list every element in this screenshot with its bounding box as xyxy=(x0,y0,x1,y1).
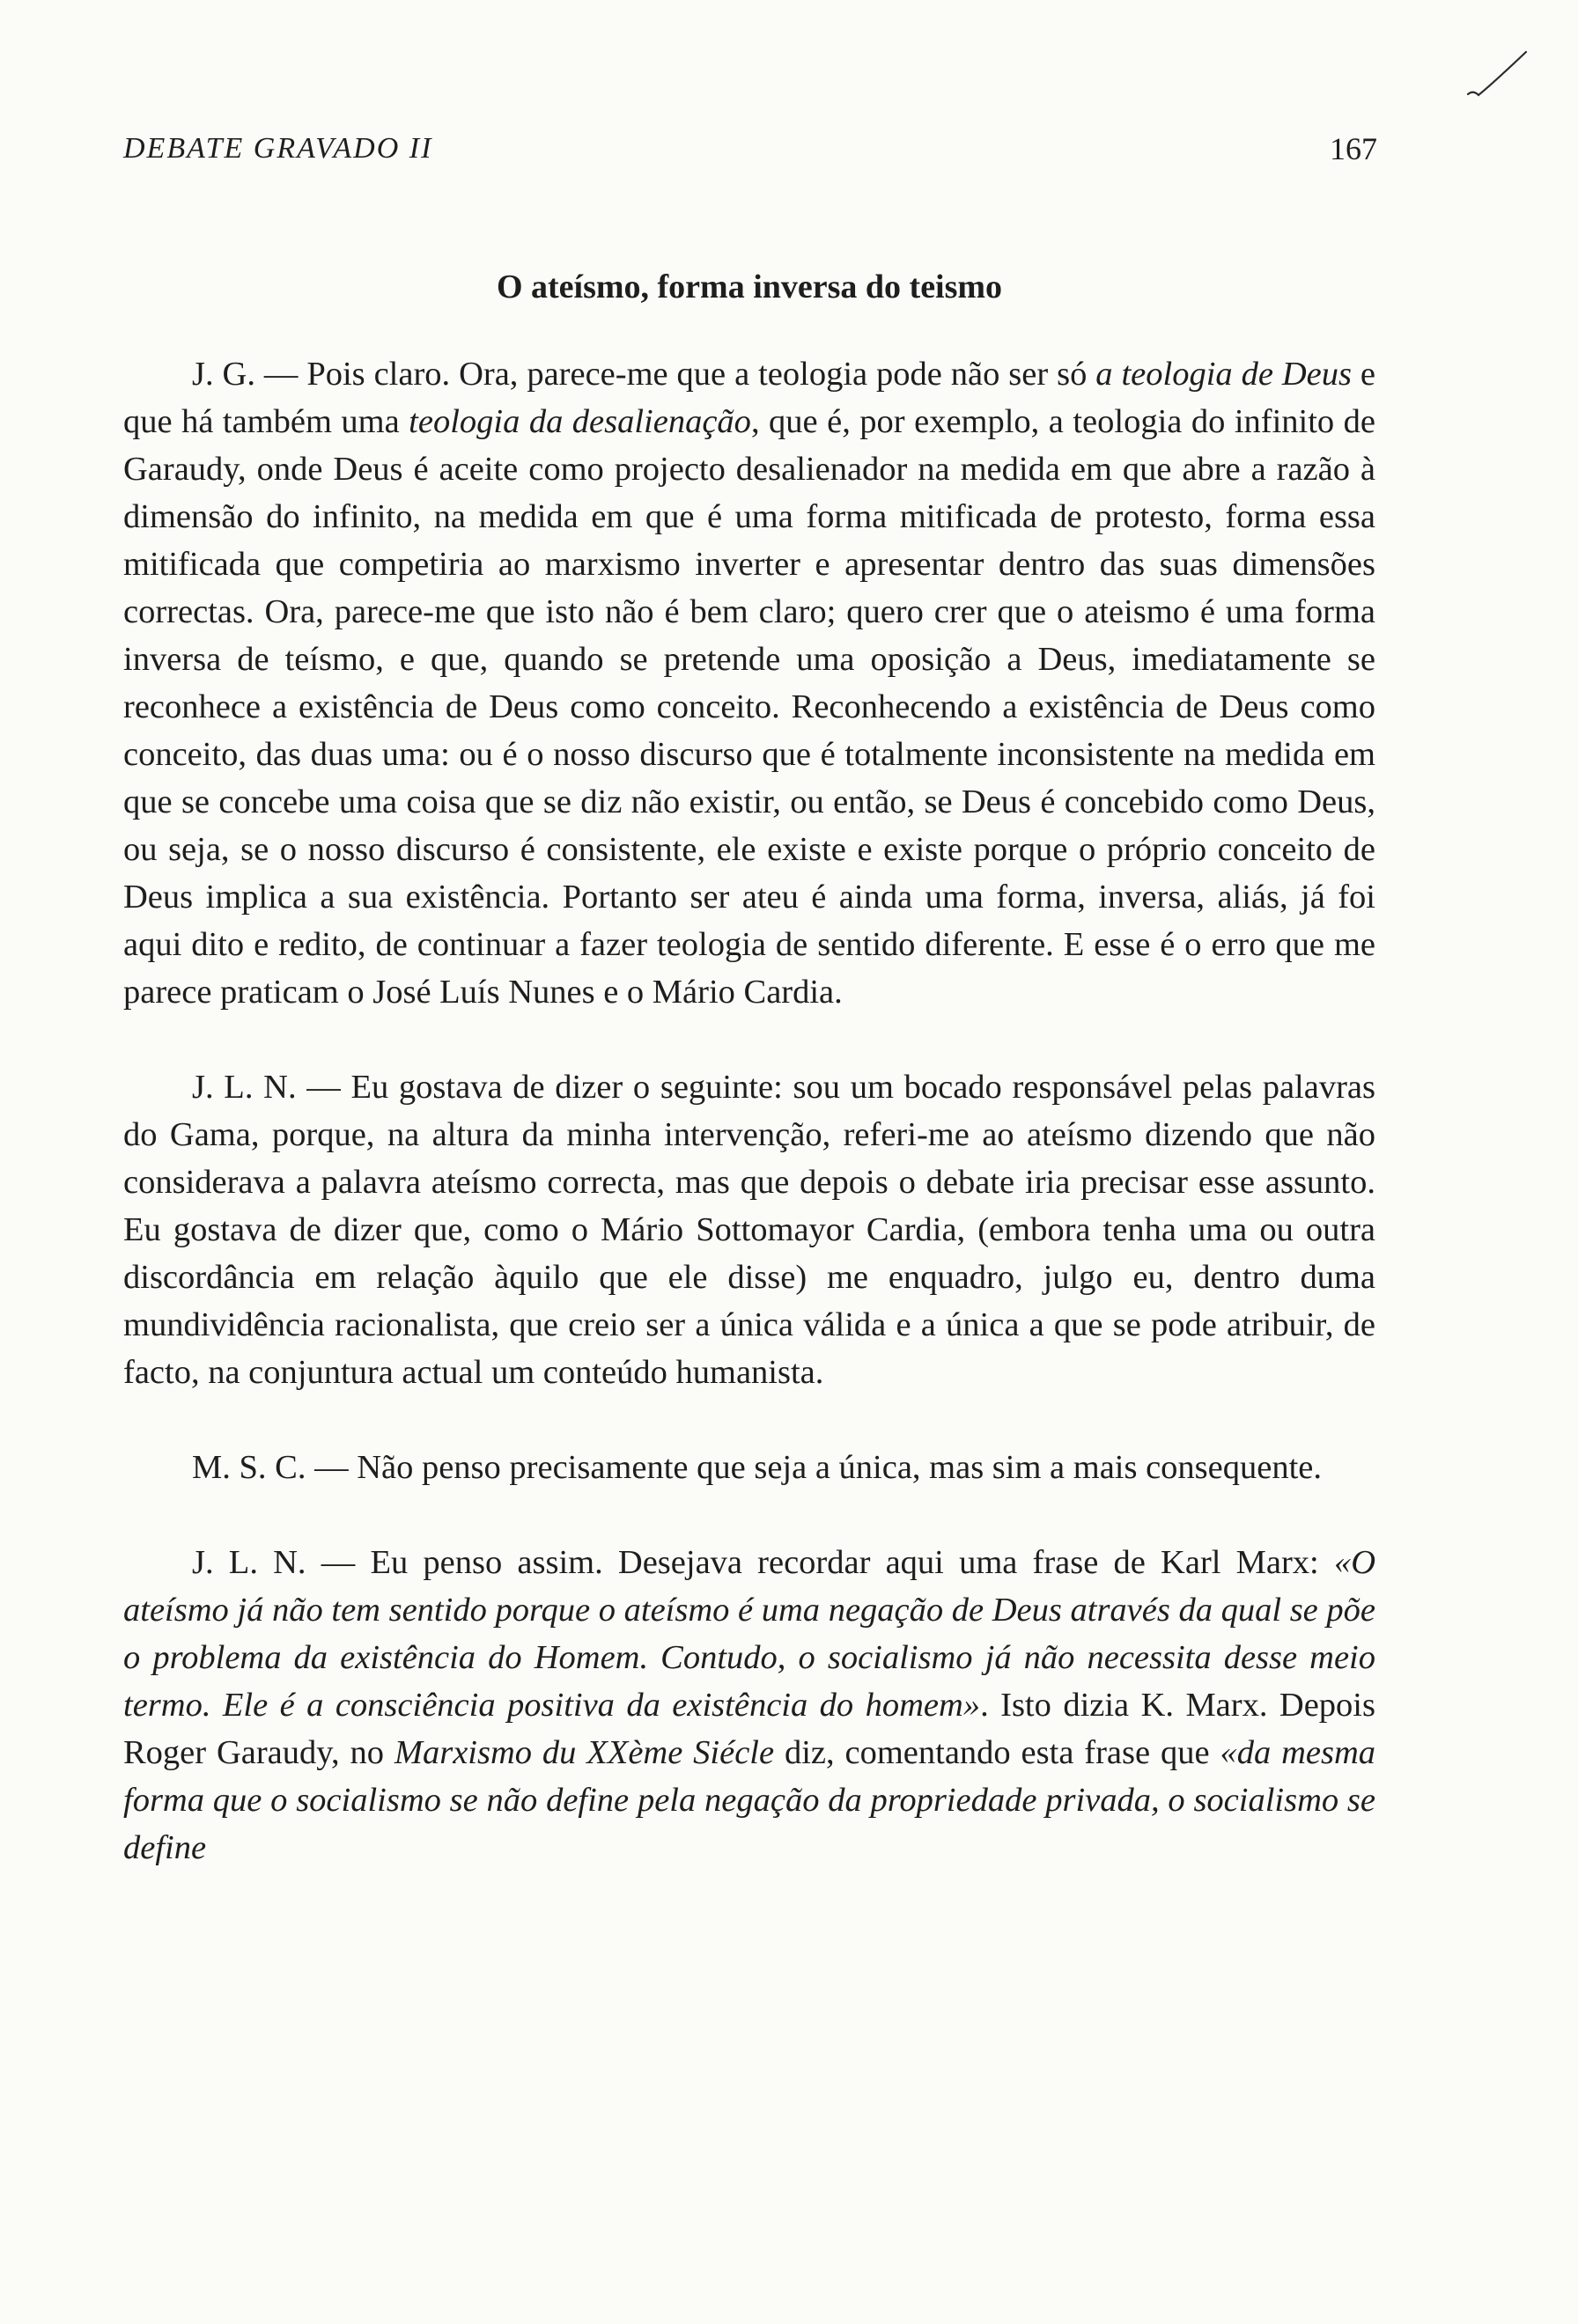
speaker-label: J. L. N. — xyxy=(192,1544,356,1581)
pencil-check-mark xyxy=(1466,48,1528,101)
speaker-label: J. G. — xyxy=(192,356,299,393)
paragraph xyxy=(123,1063,1375,1396)
text-run: diz, comentando esta frase que xyxy=(774,1734,1220,1771)
text-run: , que é, por exemplo, a teologia do infinito de Garaudy, onde Deus é aceite como projecto desalienador na medida em que abre a razão à dimensão do infinito, na medida em que é uma forma mitificada de protesto, forma essa mitificada que competiria ao marxismo inverter e apresentar dentro das suas dimensões correctas. Ora, parece-me que isto não é bem claro; quero crer que o ateismo é uma forma inversa de teísmo, e que, quando se pretende uma oposição a Deus, imediatamente se reconhece a existência de Deus como conceito. Reconhecendo a existência de Deus como conceito, das duas uma: ou é o nosso discurso que é totalmente inconsistente na medida em que se concebe uma coisa que se diz não existir, ou então, se Deus é concebido como Deus, ou seja, se o nosso discurso é consistente, ele existe e existe porque o próprio conceito de Deus implica a sua existência. Portanto ser ateu é ainda uma forma, inversa, aliás, já foi aqui dito e redito, de continuar a fazer teologia de sentido diferente. E esse é o erro que me parece praticam o José Luís Nunes e o Mário Cardia. xyxy=(123,403,1375,1011)
italic-text: «O ateísmo já não tem sentido porque o ateísmo é uma negação de Deus através da qual se põe o problema da existência do Homem. Contudo, o socialismo já não necessita desse meio termo. Ele é a consciência positiva da existência do homem» xyxy=(123,1544,1375,1724)
italic-text: teologia da desalienação xyxy=(409,403,751,440)
text-run: Pois claro. Ora, parece-me que a teologia pode não ser só xyxy=(298,356,1096,393)
text-run: . Isto dizia K. Marx. Depois Roger Garaudy, no xyxy=(123,1687,1375,1771)
page-number: 167 xyxy=(1330,131,1377,166)
italic-text: a teologia de Deus xyxy=(1095,356,1352,393)
text-run: Não penso precisamente que seja a única, mas sim a mais consequente. xyxy=(348,1449,1323,1486)
text-run: e que há também uma xyxy=(123,356,1375,440)
section-title: O ateísmo, forma inversa do teismo xyxy=(496,268,1003,305)
text-run: Eu penso assim. Desejava recordar aqui uma frase de Karl Marx: xyxy=(355,1544,1334,1581)
italic-text: Marxismo du XXème Siécle xyxy=(394,1734,775,1771)
paragraph xyxy=(123,1539,1375,1872)
text-run: Eu gostava de dizer o seguinte: sou um bocado responsável pelas palavras do Gama, porque, na altura da minha intervenção, referi-me ao ateísmo dizendo que não considerava a palavra ateísmo correcta, mas que depois o debate iria precisar esse assunto. Eu gostava de dizer que, como o Mário Sottomayor Cardia, (embora tenha uma ou outra discordância em relação àquilo que ele disse) me enquadro, julgo eu, dentro duma mundividência racionalista, que creio ser a única válida e a única a que se pode atribuir, de facto, na conjuntura actual um conteúdo humanista. xyxy=(123,1069,1375,1391)
paragraph xyxy=(123,350,1375,1016)
paragraph xyxy=(123,1444,1375,1491)
speaker-label: J. L. N. — xyxy=(192,1069,341,1106)
running-title: DEBATE GRAVADO II xyxy=(123,132,433,165)
body-text xyxy=(123,350,1375,1872)
speaker-label: M. S. C. — xyxy=(192,1449,349,1486)
italic-text: «da mesma forma que o socialismo se não define pela negação da propriedade privada, o socialismo se define xyxy=(123,1734,1375,1866)
